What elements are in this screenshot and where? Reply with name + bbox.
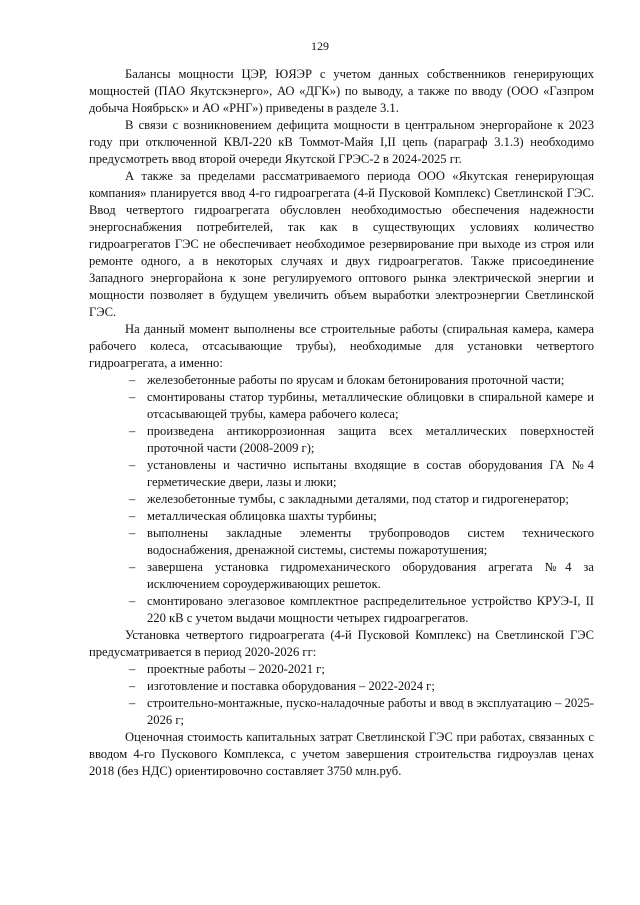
document-body (89, 66, 594, 780)
dash-bullet: – (129, 594, 136, 608)
list-item (89, 559, 594, 593)
dash-bullet: – (129, 662, 136, 676)
list-item-text: проектные работы – 2020-2021 г; (147, 662, 325, 676)
list-item (89, 389, 594, 423)
paragraph-installation-period: Установка четвертого гидроагрегата (4-й Пусковой Комплекс) на Светлинской ГЭС предусматривается в период 2020-2026 гг: (89, 628, 594, 659)
list-item-text: металлическая облицовка шахты турбины; (147, 509, 377, 523)
list-item-text: железобетонные работы по ярусам и блокам бетонирования проточной части; (147, 373, 565, 387)
list-item (89, 423, 594, 457)
list-item-text: выполнены закладные элементы трубопроводов систем технического водоснабжения, дренажной системы, системы пожаротушения; (147, 526, 594, 557)
dash-bullet: – (129, 696, 136, 710)
dash-bullet: – (129, 424, 136, 438)
page-number: 129 (311, 39, 329, 53)
dash-bullet: – (129, 390, 136, 404)
works-list (89, 372, 594, 627)
list-item-text: изготовление и поставка оборудования – 2022-2024 г; (147, 679, 435, 693)
dash-bullet: – (129, 373, 136, 387)
list-item (89, 457, 594, 491)
dash-bullet: – (129, 679, 136, 693)
paragraph-balances: Балансы мощности ЦЭР, ЮЯЭР с учетом данных собственников генерирующих мощностей (ПАО Якутскэнерго», АО «ДГК») по выводу, а также по вводу (ООО «Газпром добыча Ноябрьск» и АО «РНГ») приведены в разделе 3.1. (89, 67, 594, 115)
dash-bullet: – (129, 492, 136, 506)
list-item-text: строительно-монтажные, пуско-наладочные работы и ввод в эксплуатацию – 2025-2026 г; (147, 696, 594, 727)
paragraph-deficit: В связи с возникновением дефицита мощности в центральном энергорайоне к 2023 году при отключенной КВЛ-220 кВ Томмот-Майя I,II цепь (параграф 3.1.3) необходимо предусмотреть ввод второй очереди Якутской ГРЭС-2 в 2024-2025 гг. (89, 118, 594, 166)
schedule-list (89, 661, 594, 729)
dash-bullet: – (129, 509, 136, 523)
list-item (89, 525, 594, 559)
list-item (89, 661, 594, 678)
list-item (89, 372, 594, 389)
list-item-text: произведена антикоррозионная защита всех металлических поверхностей проточной части (2008-2009 г); (147, 424, 594, 455)
list-item (89, 491, 594, 508)
paragraph-construction-works: На данный момент выполнены все строительные работы (спиральная камера, камера рабочего колеса, отсасывающие трубы), необходимые для установки четвертого гидроагрегата, а именно: (89, 322, 594, 370)
list-item-text: смонтировано элегазовое комплектное распределительное устройство КРУЭ-I, II 220 кВ с учетом выдачи мощности четырех гидроагрегатов. (147, 594, 594, 625)
list-item (89, 593, 594, 627)
list-item-text: смонтированы статор турбины, металлические облицовки в спиральной камере и отсасывающей трубы, камера рабочего колеса; (147, 390, 594, 421)
list-item-text: железобетонные тумбы, с закладными деталями, под статор и гидрогенератор; (147, 492, 569, 506)
dash-bullet: – (129, 458, 136, 472)
dash-bullet: – (129, 526, 136, 540)
list-item (89, 508, 594, 525)
list-item-text: завершена установка гидромеханического оборудования агрегата №4 за исключением сороудерживающих решеток. (147, 560, 594, 591)
dash-bullet: – (129, 560, 136, 574)
paragraph-cost-estimate: Оценочная стоимость капитальных затрат Светлинской ГЭС при работах, связанных с вводом 4-го Пускового Комплекса, с учетом завершения строительства гидроузлав ценах 2018 (без НДС) ориентировочно составляет 3750 млн.руб. (89, 730, 594, 778)
list-item (89, 678, 594, 695)
list-item-text: установлены и частично испытаны входящие в состав оборудования ГА №4 герметические двери, лазы и люки; (147, 458, 594, 489)
paragraph-svetlinskaya-ges: А также за пределами рассматриваемого периода ООО «Якутская генерирующая компания» планируется ввод 4-го гидроагрегата (4-й Пусковой Комплекс) Светлинской ГЭС. Ввод четвертого гидроагрегата обусловлен необходимостью обеспечения надежности энергоснабжения потребителей, так как в существующих условиях количество гидроагрегатов ГЭС не обеспечивает необходимое резервирование при выходе из строя или ремонте одного, а в некоторых случаях и двух гидроагрегатов. Также присоединение Западного энергорайона к зоне регулируемого оптового рынка электрической энергии и мощности позволяет в будущем увеличить объем выработки электроэнергии Светлинской ГЭС. (89, 169, 594, 319)
list-item (89, 695, 594, 729)
